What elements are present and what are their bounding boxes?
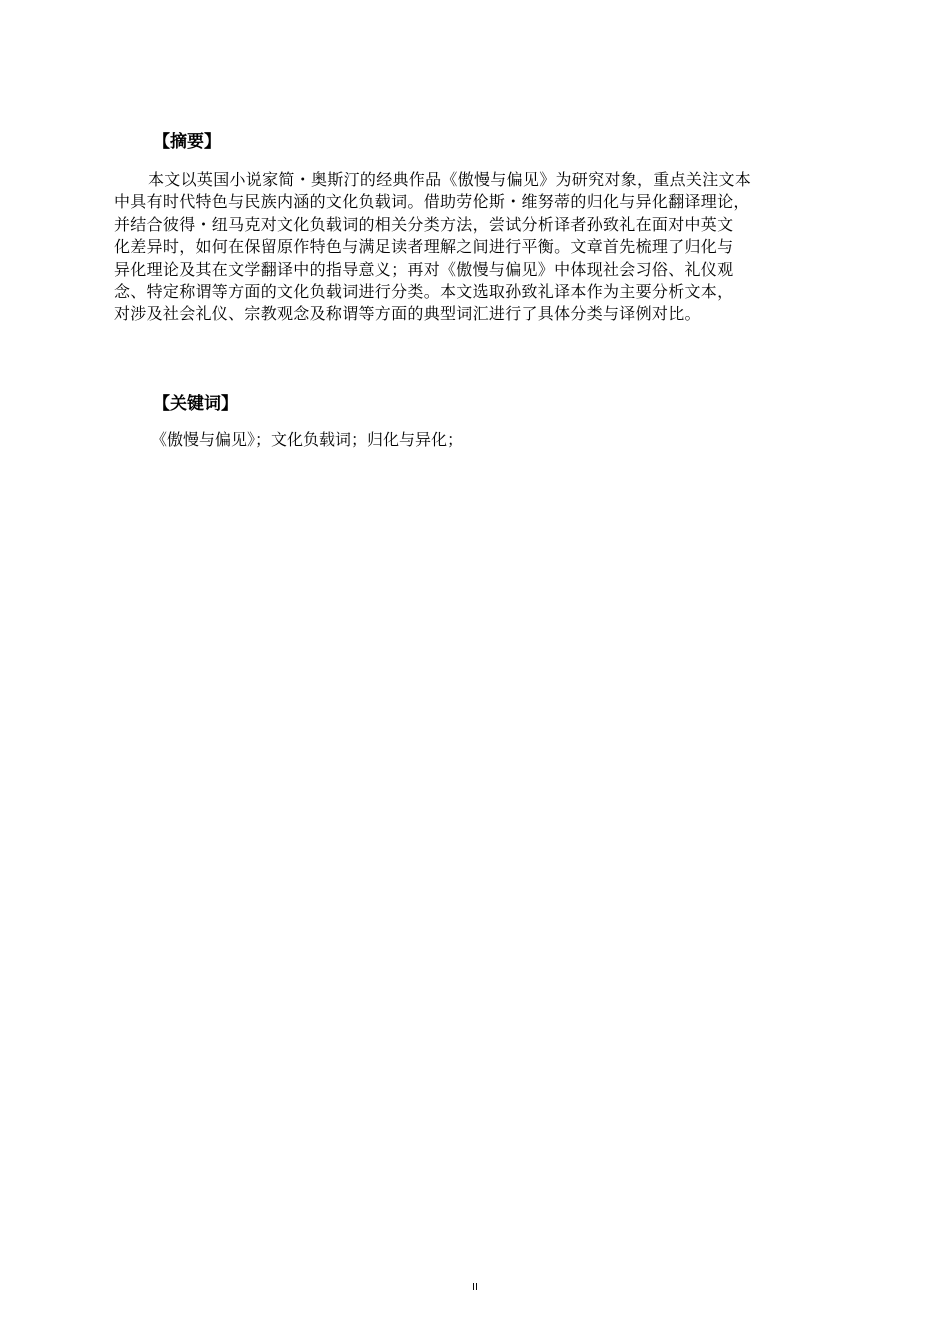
abstract-line: 异化理论及其在文学翻译中的指导意义；再对《傲慢与偏见》中体现社会习俗、礼仪观 (114, 259, 734, 279)
abstract-line: 化差异时，如何在保留原作特色与满足读者理解之间进行平衡。文章首先梳理了归化与 (114, 237, 734, 257)
abstract-line: 念、特定称谓等方面的文化负载词进行分类。本文选取孙致礼译本作为主要分析文本， (114, 281, 734, 301)
abstract-body (114, 170, 874, 327)
abstract-line: 本文以英国小说家简・奥斯汀的经典作品《傲慢与偏见》为研究对象，重点关注文本 (148, 170, 752, 189)
keywords-heading: 【关键词】 (153, 394, 238, 414)
keywords-text: 《傲慢与偏见》；文化负载词；归化与异化； (151, 430, 464, 449)
abstract-heading: 【摘要】 (153, 132, 221, 152)
page-number: II (472, 1282, 478, 1293)
abstract-line: 对涉及社会礼仪、宗教观念及称谓等方面的典型词汇进行了具体分类与译例对比。 (114, 304, 701, 324)
abstract-line: 并结合彼得・纽马克对文化负载词的相关分类方法，尝试分析译者孙致礼在面对中英文 (114, 214, 734, 234)
abstract-line: 中具有时代特色与民族内涵的文化负载词。借助劳伦斯・维努蒂的归化与异化翻译理论， (114, 192, 750, 212)
